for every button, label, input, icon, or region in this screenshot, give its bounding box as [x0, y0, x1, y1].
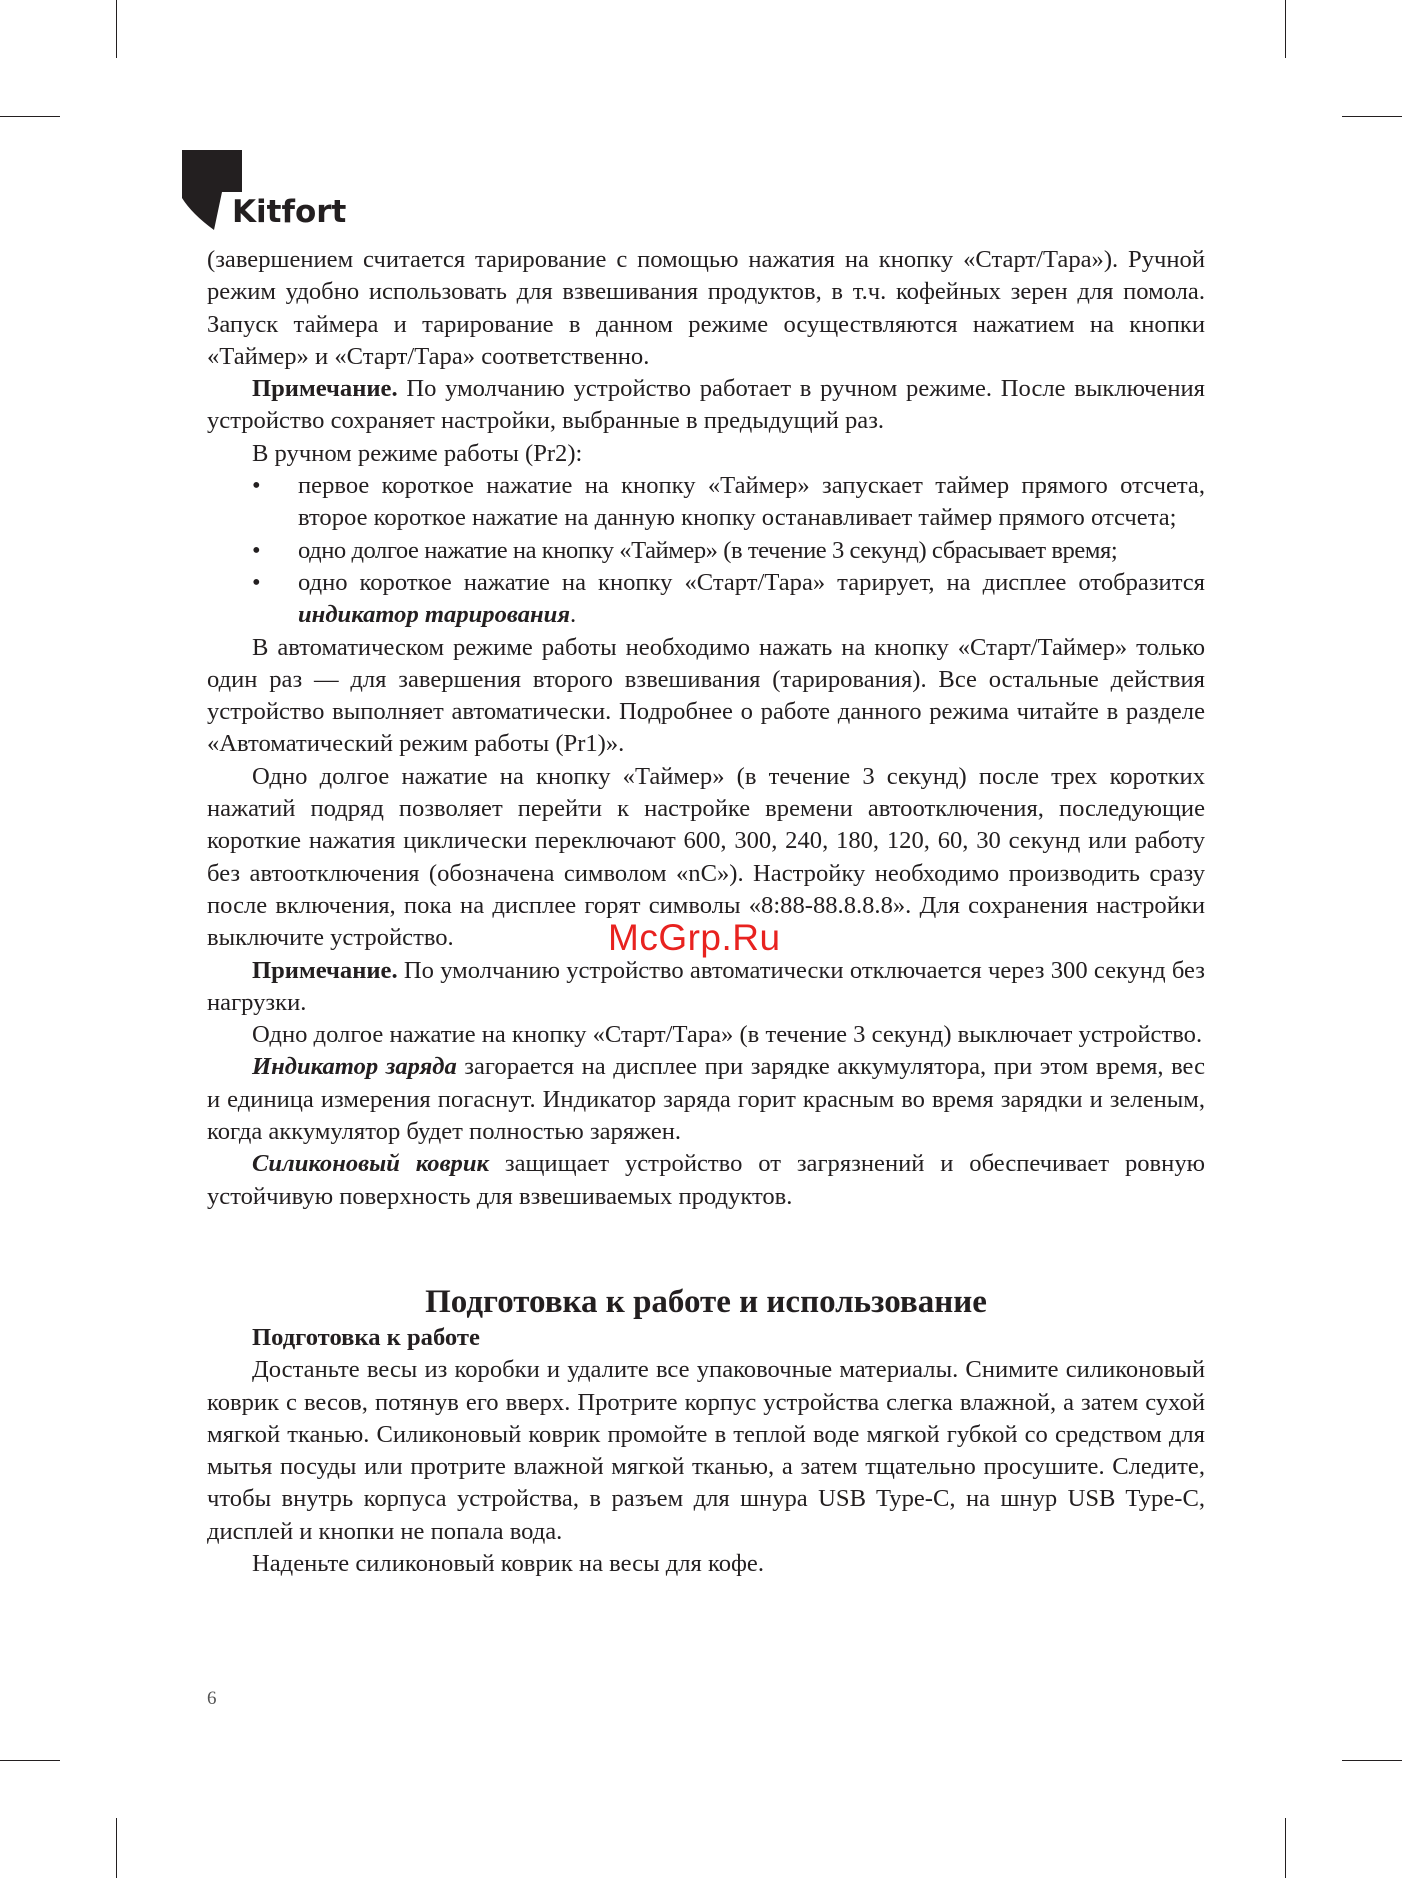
- note-text: По умолчанию устройство работает в ручном режиме. После выключения устройство сохраняет настройки, выбранные в предыдущий раз.: [207, 375, 1205, 435]
- manual-mode-list: [207, 470, 1205, 631]
- note-label: Примечание.: [252, 375, 398, 403]
- list-item-text: одно долгое нажатие на кнопку «Таймер» (в течение 3 секунд) сбрасывает время;: [298, 536, 1118, 564]
- list-item-text: первое короткое нажатие на кнопку «Таймер» запускает таймер прямого отсчета, второе короткое нажатие на данную кнопку останавливает таймер прямого отсчета;: [298, 472, 1205, 532]
- crop-mark-left-bottom: [0, 1760, 60, 1761]
- list-item: [207, 535, 1205, 567]
- paragraph-put-on-mat: Наденьте силиконовый коврик на весы для кофе.: [252, 1549, 764, 1577]
- crop-mark-left-top: [0, 116, 60, 117]
- paragraph-intro: (завершением считается тарирование с помощью нажатия на кнопку «Старт/Тара»). Ручной режим удобно использовать для взвешивания продуктов, в т.ч. кофейных зерен для помола. Запуск таймера и тарирование в данном режиме осуществляются нажатием на кнопки «Таймер» и «Старт/Тара» соответственно.: [207, 246, 1205, 370]
- silicone-mat-text: защищает устройство от загрязнений и обеспечивает ровную устойчивую поверхность для взвешиваемых продуктов.: [207, 1150, 1205, 1210]
- paragraph-auto-off-timer: Одно долгое нажатие на кнопку «Таймер» (в течение 3 секунд) после трех коротких нажатий подряд позволяет перейти к настройке времени автоотключения, последующие короткие нажатия циклически переключают 600, 300, 240, 180, 120, 60, 30 секунд или работу без автоотключения (обозначена символом «nC»). Настройку необходимо производить сразу после включения, пока на дисплее горят символы «8:88-88.8.8.8». Для сохранения настройки выключите устройство.: [207, 762, 1205, 952]
- bullet-icon: •: [252, 472, 261, 500]
- paragraph-power-off: Одно долгое нажатие на кнопку «Старт/Тара» (в течение 3 секунд) выключает устройство.: [252, 1021, 1203, 1049]
- paragraph-auto-mode: В автоматическом режиме работы необходимо нажать на кнопку «Старт/Таймер» только один раз — для завершения второго взвешивания (тарирования). Все остальные действия устройство выполняет автоматически. Подробнее о работе данного режима читайте в разделе «Автоматический режим работы (Pr1)».: [207, 633, 1205, 758]
- paragraph-note-1: [207, 373, 1205, 438]
- bullet-icon: •: [252, 568, 261, 596]
- crop-mark-right-bottom: [1342, 1760, 1402, 1761]
- section-title: Подготовка к работе и использование: [425, 1283, 987, 1320]
- list-item: [207, 567, 1205, 632]
- bullet-icon: •: [252, 536, 261, 564]
- paragraph-note-2: [207, 955, 1205, 1020]
- section-subtitle: Подготовка к работе: [252, 1323, 480, 1351]
- list-item: [207, 470, 1205, 535]
- paragraph-silicone-mat: [207, 1148, 1205, 1213]
- crop-mark-bottom-left: [116, 1818, 117, 1878]
- paragraph-preparation: Достаньте весы из коробки и удалите все упаковочные материалы. Снимите силиконовый коврик с весов, потянув его вверх. Протрите корпус устройства слегка влажной, а затем сухой мягкой тканью. Силиконовый коврик промойте в теплой воде мягкой губкой со средством для мытья посуды или протрите влажной мягкой тканью, а затем тщательно просушите. Следите, чтобы внутрь корпуса устройства, в разъем для шнура USB Type-C, на шнур USB Type-C, дисплей и кнопки не попала вода.: [207, 1356, 1205, 1545]
- charge-indicator-term: Индикатор заряда: [252, 1053, 457, 1081]
- brand-name: Kitfort: [232, 194, 347, 230]
- charge-indicator-text: загорается на дисплее при зарядке аккумулятора, при этом время, вес и единица измерения погаснут. Индикатор заряда горит красным во время зарядки и зеленым, когда аккумулятор будет полностью заряжен.: [207, 1053, 1205, 1146]
- page-number: 6: [207, 1688, 217, 1709]
- paragraph-charge-indicator: [207, 1051, 1205, 1148]
- crop-mark-top-right: [1285, 0, 1286, 58]
- page-content: [207, 244, 1205, 1580]
- crop-mark-top-left: [116, 0, 117, 58]
- note-text: По умолчанию устройство автоматически отключается через 300 секунд без нагрузки.: [207, 956, 1205, 1016]
- paragraph-manual-intro: В ручном режиме работы (Pr2):: [252, 439, 583, 467]
- crop-mark-bottom-right: [1285, 1818, 1286, 1878]
- tare-indicator-term: индикатор тарирования: [298, 601, 571, 629]
- list-item-text: одно короткое нажатие на кнопку «Старт/Тара» тарирует, на дисплее отобразится: [298, 568, 1205, 596]
- list-item-end: .: [570, 601, 577, 629]
- silicone-mat-term: Силиконовый коврик: [252, 1150, 489, 1178]
- note-label: Примечание.: [252, 956, 398, 984]
- crop-mark-right-top: [1342, 116, 1402, 117]
- watermark: McGrp.Ru: [608, 917, 781, 958]
- kitfort-logo: [182, 150, 362, 236]
